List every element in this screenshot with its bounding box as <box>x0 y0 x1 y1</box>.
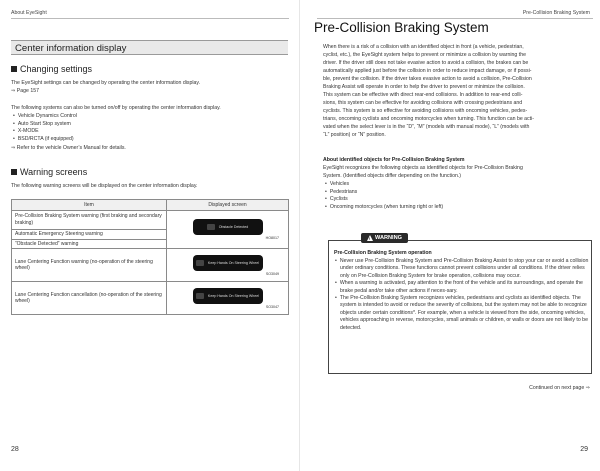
display-screen-image <box>193 219 263 235</box>
warning-list <box>334 258 589 332</box>
display-screen-image <box>193 255 263 271</box>
table-cell: Pre-Collision Braking System warning (first braking and secondary braking) <box>12 211 167 230</box>
owners-manual-reference: ⇒ Refer to the vehicle Owner’s Manual for details. <box>11 145 126 151</box>
body-line: driver. If the driver still does not take evasive action to avoid a collision, the brakes can be <box>323 60 529 66</box>
page-reference-link[interactable]: ⇒ Page 157 <box>11 88 39 94</box>
warning-triangle-icon <box>367 235 373 241</box>
body-line: Braking Assist will operate in order to help the driver to prevent or minimize the collision. <box>323 84 525 90</box>
settings-line-3: The following systems can also be turned on/off by operating the center information display. <box>11 105 221 111</box>
table-cell: Automatic Emergency Steering warning <box>12 230 167 240</box>
steering-wheel-icon <box>196 293 204 299</box>
body-line: automatically applied just before the collision in order to reduce impact damage, or if possi- <box>323 68 532 74</box>
about-objects-heading: About identified objects for Pre-Collision Braking System <box>323 157 465 163</box>
image-code: HO8017 <box>265 236 279 241</box>
header-rule-left <box>11 18 289 19</box>
settings-line-1: The EyeSight settings can be changed by operating the center information display. <box>11 80 201 86</box>
body-line: vated when the select lever is in the “D”, “M” (models with manual mode), “L” (models with <box>323 124 530 130</box>
table-header-row <box>12 200 289 211</box>
running-head-right: Pre-Collision Braking System <box>522 10 590 16</box>
about-line: System. (Identified objects differ depending on the function.) <box>323 173 462 179</box>
warning-screens-heading <box>11 167 87 177</box>
table-row <box>12 211 289 230</box>
column-header-screen: Displayed screen <box>167 200 289 211</box>
image-code: SO3047 <box>265 304 279 309</box>
table-row <box>12 249 289 282</box>
screen-text: Keep Hands On Steering Wheel <box>207 293 260 298</box>
page-title: Pre-Collision Braking System <box>314 20 489 35</box>
list-item: • Oncoming motorcycles (when turning right or left) <box>323 204 443 212</box>
square-bullet-icon <box>11 66 17 72</box>
body-line: cyclists. This system is so effective for avoiding collisions with oncoming vehicles, pedes- <box>323 108 528 114</box>
section-title: Center information display <box>11 40 288 55</box>
running-head-left: About EyeSight <box>11 10 47 16</box>
warning-title: Pre-Collision Braking System operation <box>334 250 432 256</box>
display-screen-cell <box>167 249 289 282</box>
list-item: • Pedestrians <box>323 189 443 197</box>
continued-next-page: Continued on next page ⇒ <box>529 385 590 391</box>
changing-settings-heading <box>11 64 92 74</box>
list-item: • When a warning is activated, pay attention to the front of the vehicle and its surroundings, and operate the brake pedal and/or take other actions if neces-sary. <box>334 280 589 295</box>
page-number-left: 28 <box>11 446 19 453</box>
body-line: cyclist, etc.), the EyeSight system helps to prevent or minimize a collision by warning the <box>323 52 526 58</box>
list-item: • Vehicles <box>323 181 443 189</box>
warning-screens-table <box>11 199 289 315</box>
table-cell: Lane Centering Function warning (no-operation of the steering wheel) <box>12 249 167 282</box>
display-screen-cell <box>167 211 289 249</box>
body-line: When there is a risk of a collision with an identified object in front (a vehicle, pedestrian, <box>323 44 524 50</box>
warning-badge <box>361 233 408 243</box>
body-line: This system can be effective with direct rear-end collisions. In addition to rear-end colli- <box>323 92 523 98</box>
column-header-item: Item <box>12 200 167 211</box>
list-item: • Auto Start Stop system <box>11 121 77 129</box>
table-cell: Lane Centering Function cancellation (no-operation of the steering wheel) <box>12 282 167 315</box>
body-line: sions, this system can be effective for avoiding collisions with crossing pedestrians and <box>323 100 523 106</box>
about-line: EyeSight recognizes the following objects as identified objects for Pre-Collision Braking <box>323 165 523 171</box>
page-number-right: 29 <box>580 446 588 453</box>
changing-settings-label: Changing settings <box>20 64 93 74</box>
car-icon <box>207 224 215 230</box>
screen-text: Obstacle Detected <box>218 225 249 230</box>
body-line: trians, oncoming cyclists and oncoming motorcycles when turning. This function can be acti- <box>323 116 534 122</box>
list-item: • The Pre-Collision Braking System recognizes vehicles, pedestrians and cyclists as identified objects. The system is intended to avoid or reduce the severity of collisions, but the system may not be able to recognize objects under certain conditions*. For example, when a vehicle is viewed from the side, oncoming vehicles, vehicles approaching in reverse, motorcycles, small animals or children, or walls or doors are not likely to be detected. <box>334 295 589 332</box>
display-screen-image <box>193 288 263 304</box>
warning-badge-label: WARNING <box>374 235 403 241</box>
table-row <box>12 282 289 315</box>
list-item: • Vehicle Dynamics Control <box>11 113 77 121</box>
list-item: • Never use Pre-Collision Braking System and Pre-Collision Braking Assist to stop your car or avoid a collision under ordinary conditions. These functions cannot prevent collisions under all conditions. If the driver relies only on Pre-Collision Braking System for brake operation, collisions may occur. <box>334 258 589 280</box>
display-screen-cell <box>167 282 289 315</box>
list-item: • Cyclists <box>323 196 443 204</box>
list-item: • BSD/RCTA (if equipped) <box>11 136 77 144</box>
screen-text: Keep Hands On Steering Wheel <box>207 260 260 265</box>
body-line: ble, prevent the collision. If the driver takes evasive action to avoid a collision, Pre-Collision <box>323 76 532 82</box>
warning-screens-label: Warning screens <box>20 167 88 177</box>
list-item: • X-MODE <box>11 128 77 136</box>
image-code: SO3049 <box>265 271 279 276</box>
header-rule-right <box>317 18 593 19</box>
warning-screens-intro: The following warning screens will be displayed on the center information display. <box>11 183 198 189</box>
body-line: “L” position) or “N” position. <box>323 132 386 138</box>
steering-wheel-icon <box>196 260 204 266</box>
square-bullet-icon <box>11 169 17 175</box>
identified-objects-list <box>323 181 443 211</box>
systems-list <box>11 113 77 143</box>
table-cell: “Obstacle Detected” warning <box>12 239 167 249</box>
